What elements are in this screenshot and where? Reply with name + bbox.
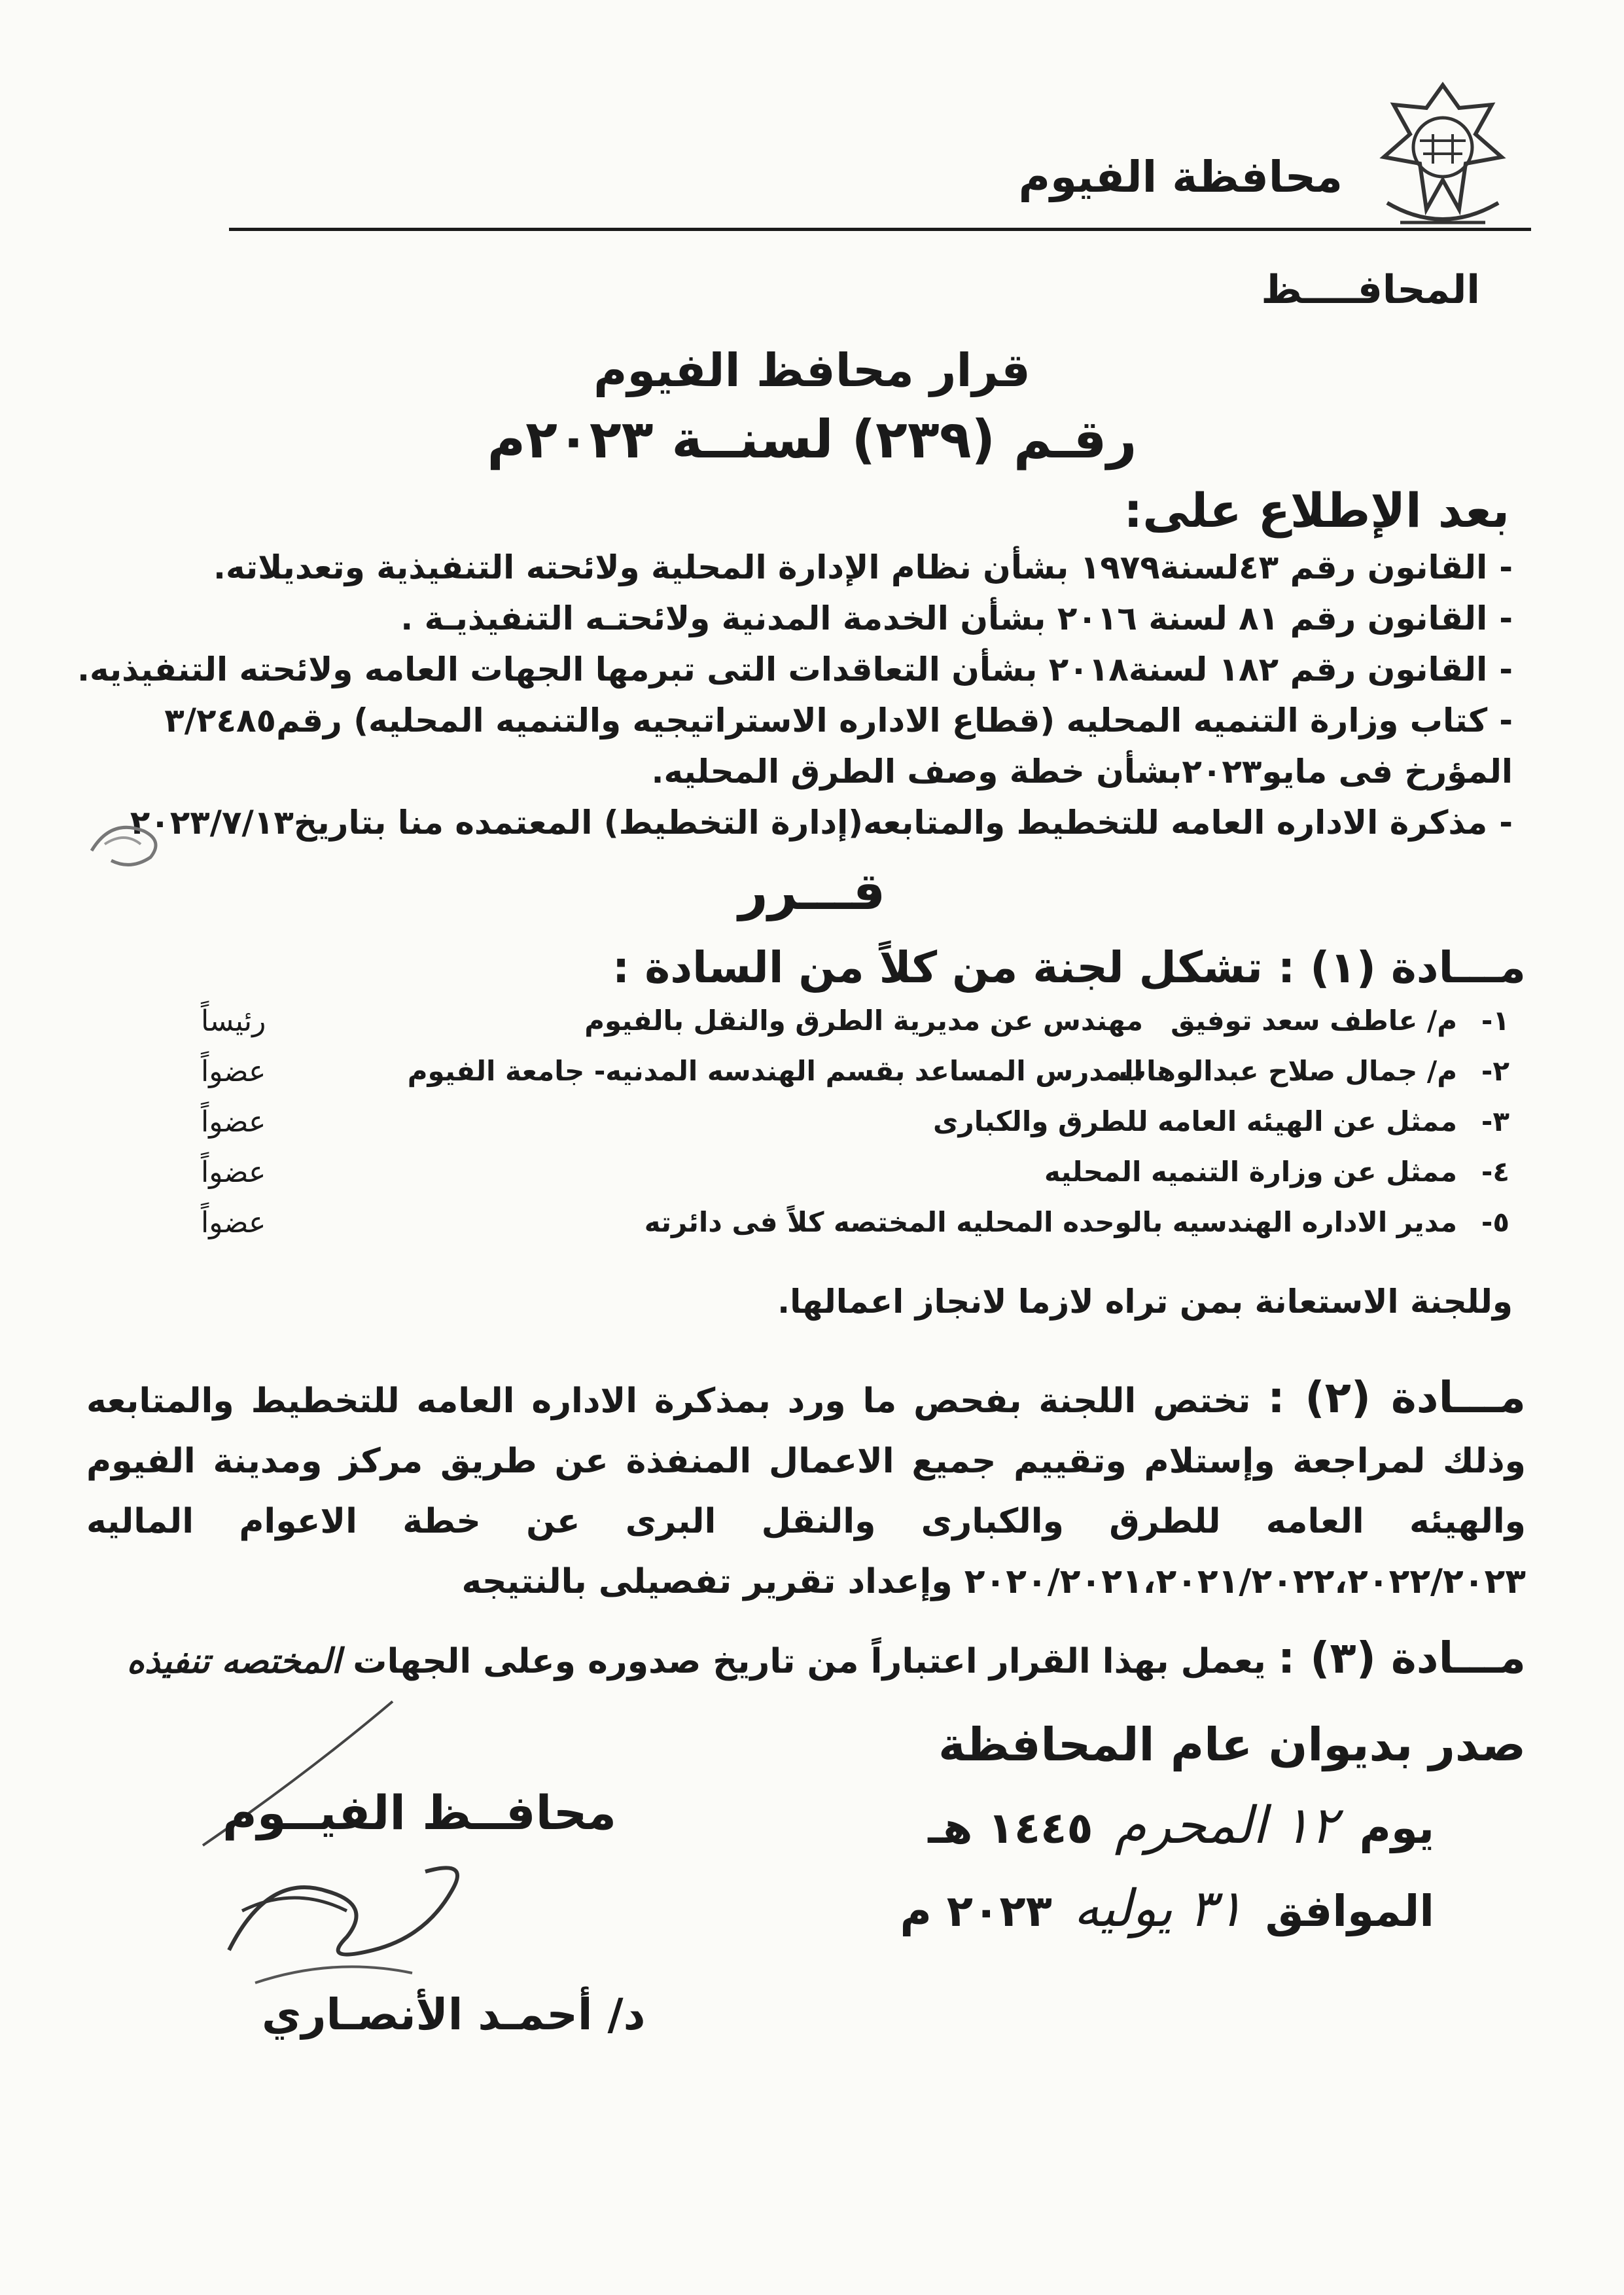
- article-3-heading: مـــادة (٣) :: [1277, 1633, 1526, 1683]
- issued-at: صدر بديوان عام المحافظة: [938, 1718, 1526, 1771]
- gregorian-date-year: ٢٠٢٣ م: [900, 1886, 1052, 1936]
- hijri-date-prefix: يوم: [1359, 1803, 1434, 1853]
- member-number: ٤-: [1481, 1156, 1509, 1188]
- hijri-date: [928, 1796, 1434, 1855]
- reference-item: -كتاب وزارة التنميه المحليه (قطاع الاداره الاستراتيجيه والتنميه المحليه) رقم٣/٢٤٨٥: [164, 702, 1513, 739]
- member-agency: المدرس المساعد بقسم الهندسه المدنيه- جامعة الفيوم: [407, 1055, 1143, 1087]
- signatory-title: محافــظ الفيــوم: [222, 1785, 617, 1840]
- member-role: عضواً: [201, 1156, 266, 1189]
- member-row: [201, 1206, 1509, 1256]
- header-divider: [229, 228, 1531, 231]
- member-role: عضواً: [201, 1105, 266, 1139]
- member-row: [201, 1005, 1509, 1055]
- member-number: ٣-: [1481, 1105, 1509, 1137]
- reference-item: -القانون رقم ٤٣لسنة١٩٧٩ بشأن نظام الإدارة المحلية ولائحته التنفيذية وتعديلاته.: [213, 548, 1513, 586]
- article-2: [86, 1368, 1526, 1612]
- article-2-heading: مـــادة (٢) :: [1267, 1372, 1526, 1423]
- decree-title: قرار محافظ الفيوم: [593, 344, 1031, 397]
- decree-number: رقـم (٢٣٩) لسنــة ٢٠٢٣م: [487, 409, 1137, 470]
- reference-item: -القانون رقم ٨١ لسنة ٢٠١٦ بشأن الخدمة المدنية ولائحتـه التنفيذيـة .: [400, 599, 1513, 637]
- gregorian-date-prefix: الموافق: [1265, 1886, 1434, 1936]
- committee-members-list: [201, 1005, 1509, 1256]
- member-number: ٥-: [1481, 1206, 1509, 1238]
- committee-assistance-note: وللجنة الاستعانة بمن تراه لازما لانجاز اعمالها.: [777, 1283, 1513, 1321]
- hijri-date-handwritten: ١٢ المحرم: [1114, 1796, 1338, 1855]
- references-list: [77, 542, 1513, 848]
- article-2-text: تختص اللجنة بفحص ما ورد بمذكرة الاداره العامه للتخطيط والمتابعه وذلك لمراجعة وإستلام وتقييم جميع الاعمال المنفذة عن طريق مركز ومدينة الفيوم والهيئه العامه للطرق والكبارى والنقل البرى عن خطة الاعوام الماليه ٢٠٢٠/٢٠٢١،٢٠٢١/٢٠٢٢،٢٠٢٢/٢٠٢٣ وإعداد تقرير تفصيلى بالنتيجه: [86, 1381, 1526, 1601]
- member-name: ممثل عن وزارة التنميه المحليه: [1044, 1156, 1457, 1188]
- office-title: المحافــــظ: [1261, 267, 1480, 313]
- member-number: ١-: [1481, 1005, 1509, 1037]
- member-name: م/ جمال صلاح عبدالوهاب: [1118, 1055, 1457, 1087]
- preamble-heading: بعد الإطلاع على:: [1123, 483, 1509, 538]
- member-agency: مهندس عن مديرية الطرق والنقل بالفيوم: [584, 1005, 1143, 1037]
- article-1-heading: مـــادة (١) : تشكل لجنة من كلاً من السادة :: [612, 942, 1526, 993]
- reference-item: -مذكرة الاداره العامه للتخطيط والمتابعه(إدارة التخطيط) المعتمده منا بتاريخ٢٠٢٣/٧/١٣: [130, 804, 1513, 842]
- reference-continuation: المؤرخ فى مايو٢٠٢٣بشأن خطة وصف الطرق المحليه.: [651, 753, 1513, 791]
- reference-item: -القانون رقم ١٨٢ لسنة٢٠١٨ بشأن التعاقدات التى تبرمها الجهات العامه ولائحته التنفيذيه.: [77, 650, 1513, 688]
- member-role: عضواً: [201, 1206, 266, 1239]
- handwritten-signature: [177, 1675, 648, 2016]
- member-name: م/ عاطف سعد توفيق: [1171, 1005, 1457, 1037]
- member-row: [201, 1156, 1509, 1206]
- gregorian-date: [900, 1879, 1434, 1938]
- member-row: [201, 1055, 1509, 1105]
- hijri-date-year: ١٤٤٥ هـ: [928, 1803, 1093, 1853]
- member-number: ٢-: [1481, 1055, 1509, 1087]
- signatory-name: د/ أحمـد الأنصـاري: [262, 1989, 646, 2040]
- member-name: ممثل عن الهيئه العامه للطرق والكبارى: [933, 1105, 1457, 1137]
- member-row: [201, 1105, 1509, 1156]
- governorate-name: محافظة الفيوم: [1018, 152, 1343, 202]
- decision-heading: قـــرر: [738, 863, 886, 921]
- article-3-text: يعمل بهذا القرار اعتباراً من تاريخ صدوره وعلى الجهات: [353, 1642, 1266, 1681]
- member-role: رئيساً: [201, 1005, 266, 1038]
- member-name: مدير الاداره الهندسيه بالوحده المحليه المختصه كلاً فى دائرته: [644, 1206, 1457, 1238]
- gregorian-date-handwritten: ٣١ يوليه: [1073, 1879, 1244, 1938]
- article-3-emphasis: المختصه تنفيذه: [126, 1642, 342, 1681]
- member-role: عضواً: [201, 1055, 266, 1088]
